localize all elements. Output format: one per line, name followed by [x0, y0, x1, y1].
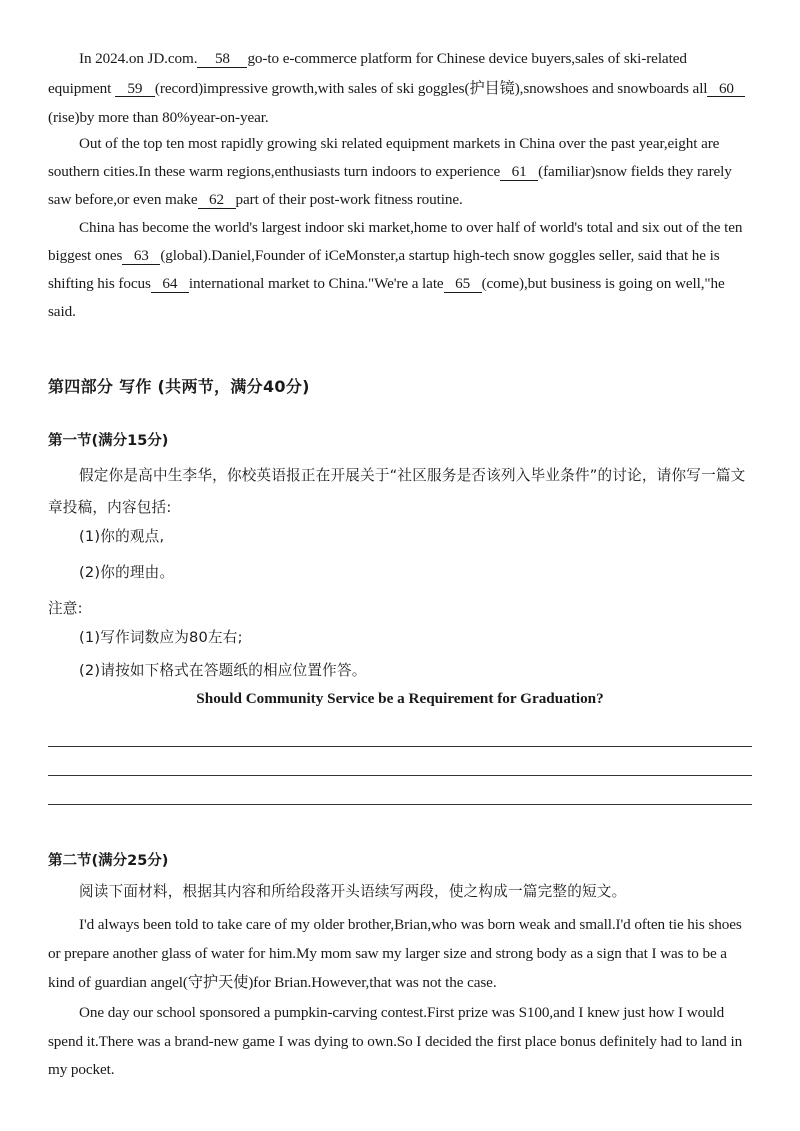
continuation-instructions: 阅读下面材料，根据其内容和所给段落开头语续写两段，使之构成一篇完整的短文。 — [79, 883, 627, 900]
blank-58[interactable]: 58 — [197, 51, 247, 68]
passage-paragraph-3 — [48, 214, 752, 326]
blank-64[interactable]: 64 — [151, 276, 189, 293]
passage-text: ),snowshoes and snowboards all — [514, 79, 708, 97]
passage-text: In 2024.on JD.com. — [79, 50, 198, 67]
blank-63[interactable]: 63 — [122, 248, 160, 265]
passage-text: international market to China."We're a late — [188, 275, 444, 292]
passage-text: Out of the top ten most rapidly growing ski related equipment markets in China over the past year,eight are southern cities.In these warm regions,enthusiasts turn indoors to experience — [48, 135, 720, 180]
story-paragraph-1 — [48, 911, 752, 998]
answer-line-2[interactable] — [48, 775, 752, 776]
gloss-text: 守护天使 — [187, 973, 249, 991]
gloss-text: 护目镜 — [469, 78, 515, 97]
blank-62[interactable]: 62 — [198, 192, 236, 209]
passage-text: (global).Daniel,Founder of iCeMonster,a startup high-tech snow goggles seller, said that he is shifting his focus — [48, 247, 720, 292]
blank-65[interactable]: 65 — [444, 276, 482, 293]
passage-text: (rise)by more than 80%year-on-year. — [48, 109, 269, 126]
note-1: (1)写作词数应为80左右; — [79, 629, 243, 646]
blank-60[interactable]: 60 — [707, 81, 745, 98]
section1-title: 第一节(满分15分) — [48, 433, 169, 449]
passage-text: (come),but business is going on well,"he said. — [48, 275, 725, 320]
passage-text: (familiar)snow fields they rarely saw before,or even make — [48, 163, 732, 208]
answer-line-1[interactable] — [48, 746, 752, 747]
story-text: )for Brian.However,that was not the case. — [248, 974, 497, 991]
answer-line-3[interactable] — [48, 804, 752, 805]
part4-title: 第四部分 写作 (共两节，满分40分) — [48, 377, 310, 396]
note-label: 注意: — [48, 600, 83, 617]
passage-text: (record)impressive growth,with sales of ski goggles( — [154, 79, 470, 97]
task-point-2: (2)你的理由。 — [79, 564, 175, 581]
passage-paragraph-1 — [48, 44, 752, 133]
writing-task: 假定你是高中生李华，你校英语报正在开展关于“社区服务是否该列入毕业条件”的讨论，请你写一篇文章投稿，内容包括: — [48, 467, 746, 516]
essay-title: Should Community Service be a Requirement for Graduation? — [196, 690, 604, 707]
passage-text: China has become the world's largest indoor ski market,home to over half of world's total and six out of the ten biggest ones — [48, 219, 743, 264]
story-paragraph-2: One day our school sponsored a pumpkin-carving contest.First prize was S100,and I knew just how I would spend it.There was a brand-new game I was dying to own.So I decided the first place bonus definitely had to land in my pocket. — [48, 1004, 743, 1078]
section2-title: 第二节(满分25分) — [48, 853, 169, 869]
task-point-1: (1)你的观点, — [79, 528, 165, 545]
note-2: (2)请按如下格式在答题纸的相应位置作答。 — [79, 662, 367, 679]
blank-61[interactable]: 61 — [500, 164, 538, 181]
passage-text: part of their post-work fitness routine. — [235, 191, 463, 208]
passage-paragraph-2 — [48, 130, 752, 214]
passage-text: go-to e-commerce platform for Chinese device buyers,sales of ski-related equipment — [48, 50, 687, 97]
story-text: I'd always been told to take care of my older brother,Brian,who was born weak and small.I'd often tie his shoes or prepare another glass of water for him.My mom saw my larger size and strong body as a sign that I was to be a kind of guardian angel( — [48, 916, 742, 991]
blank-59[interactable]: 59 — [115, 81, 155, 98]
